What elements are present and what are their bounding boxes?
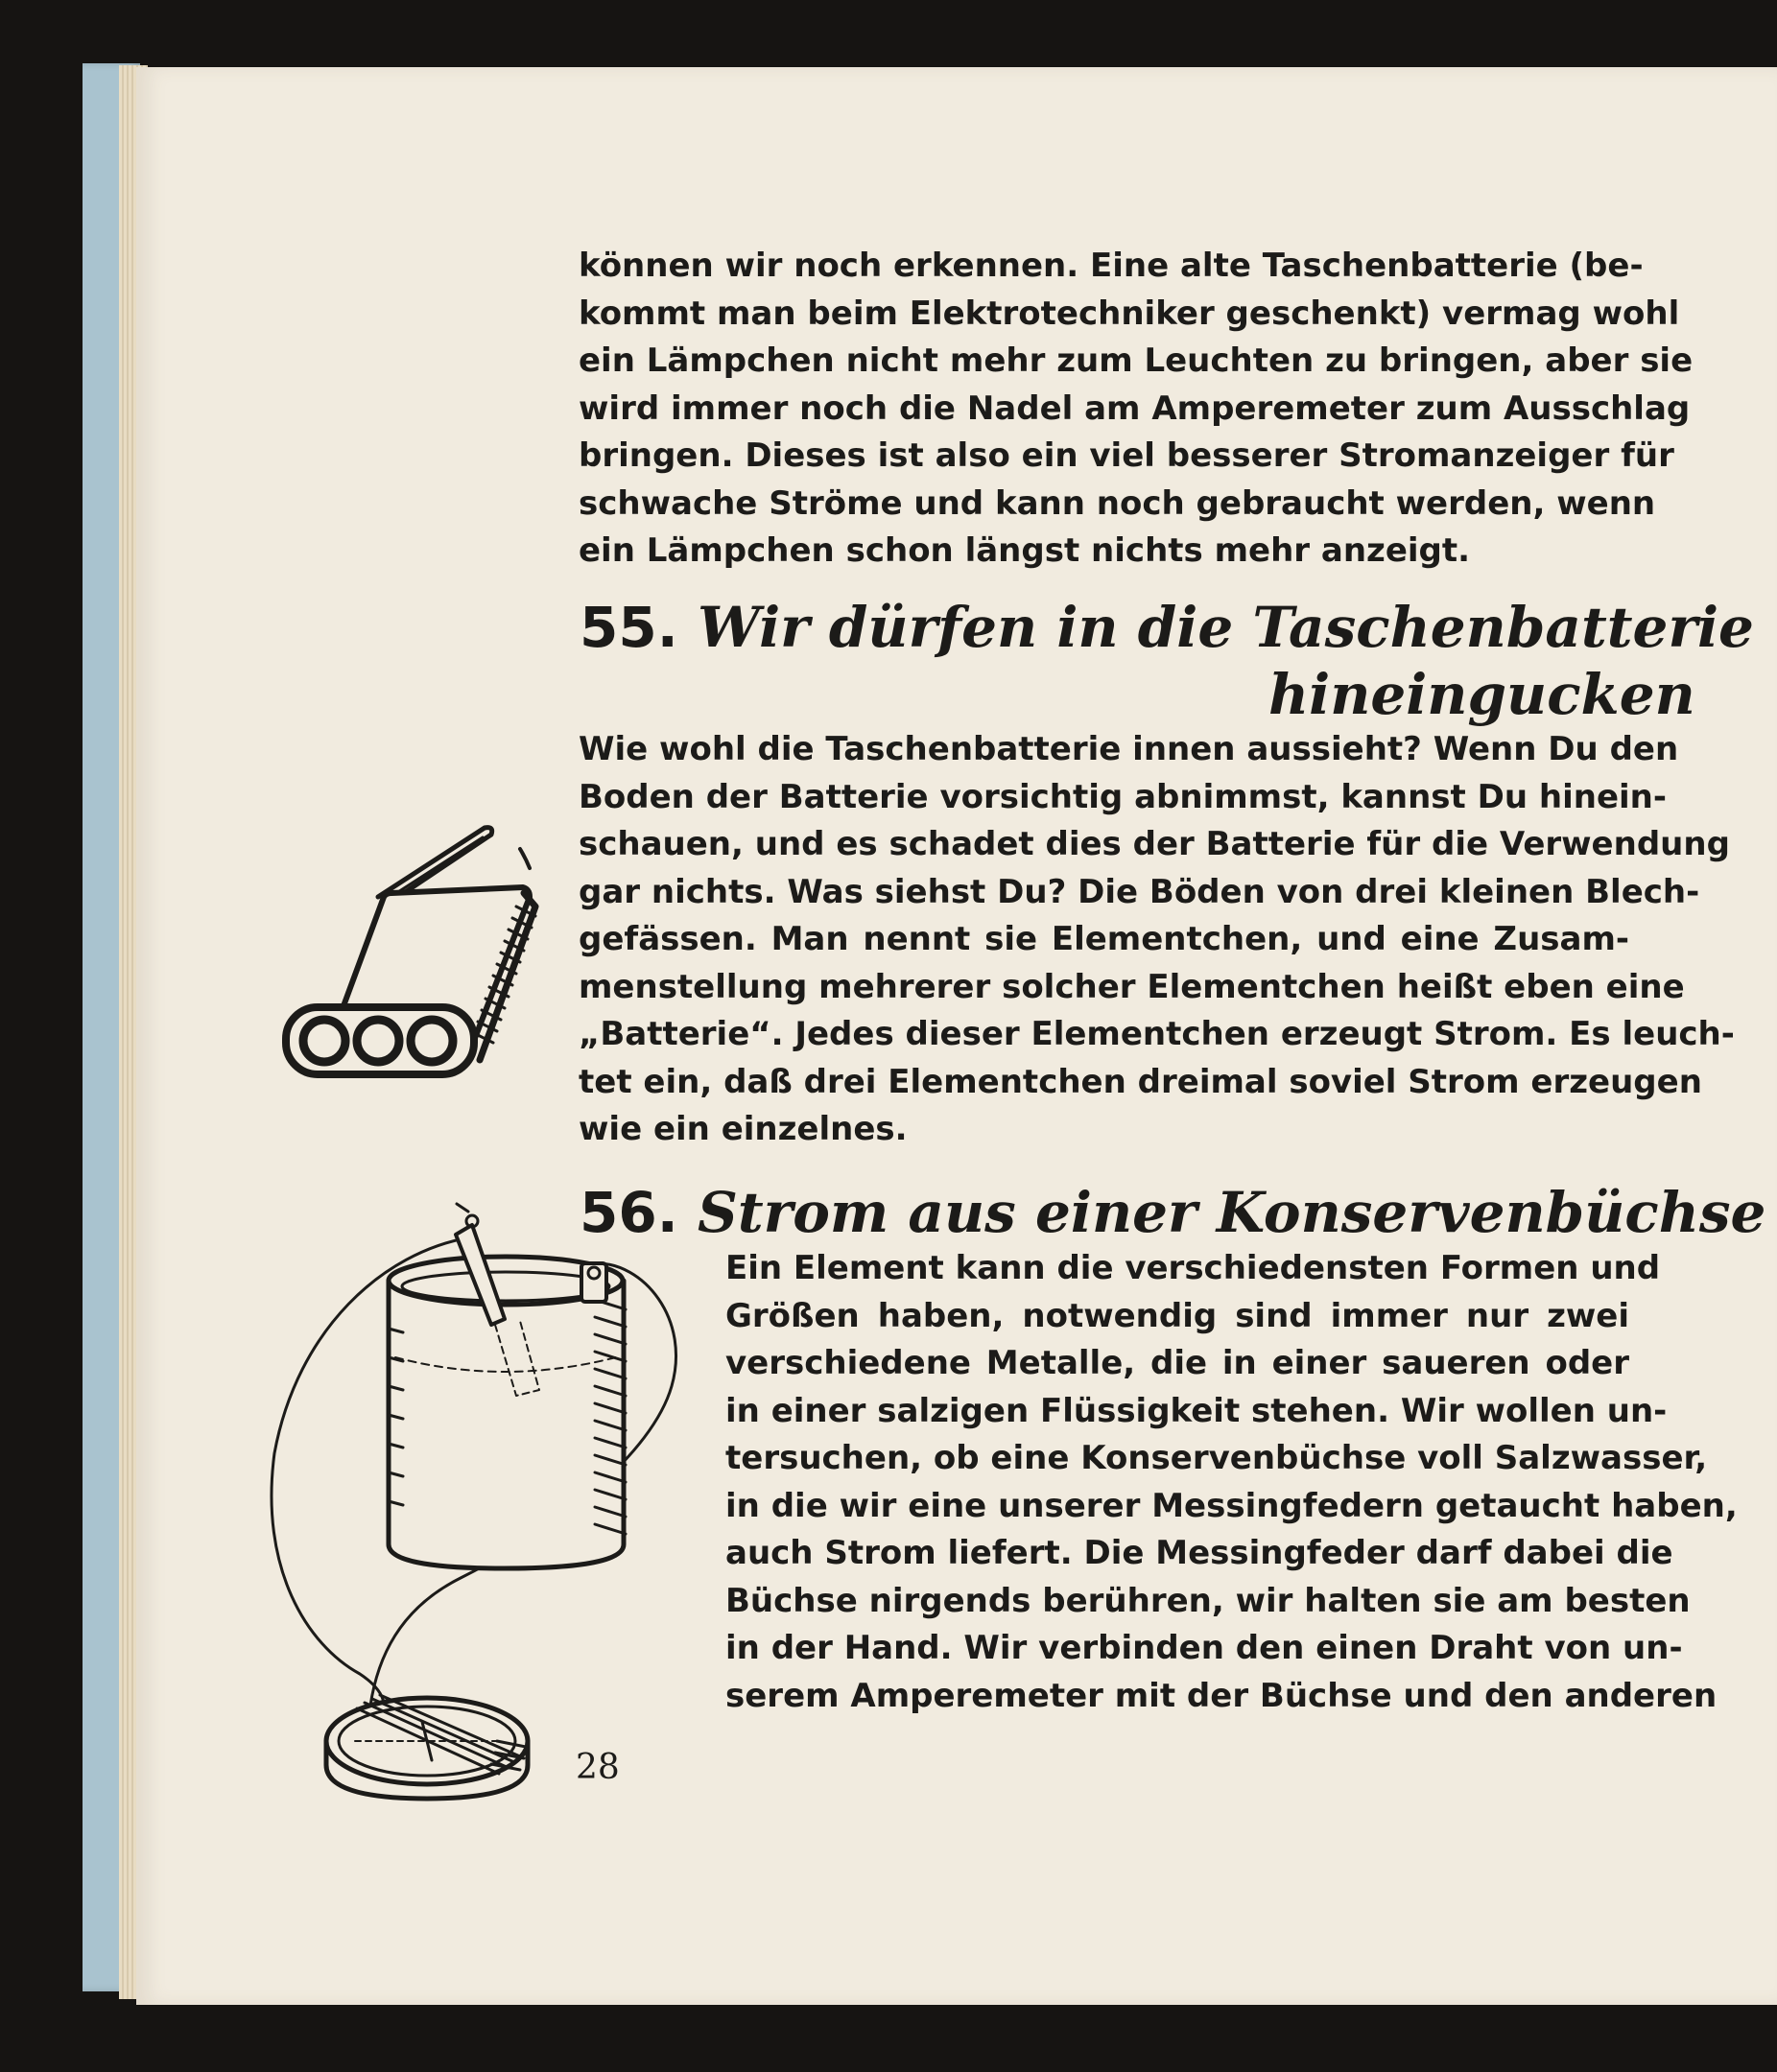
section-55-number: 55. [580,595,678,660]
text-line: tet ein, daß drei Elementchen dreimal soviel Strom erzeugen [579,1062,1702,1101]
section-56-title: Strom aus einer Konservenbüchse [697,1180,1766,1245]
text-line: tersuchen, ob eine Konservenbüchse voll Salzwasser, [725,1439,1708,1477]
text-line: menstellung mehrerer solcher Elementchen heißt eben eine [579,967,1685,1006]
text-line: gar nichts. Was siehst Du? Die Böden von drei kleinen Blech- [579,872,1700,911]
text-line: kommt man beim Elektrotechniker geschenkt) vermag wohl [579,294,1680,333]
text-line: Wie wohl die Taschenbatterie innen aussieht? Wenn Du den [579,730,1679,768]
text-line: wird immer noch die Nadel am Amperemeter zum Ausschlag [579,388,1691,428]
section-55-title-line2: hineingucken [1268,662,1695,727]
section-55-heading [580,597,1754,658]
text-line: schwache Ströme und kann noch gebraucht werden, wenn [579,483,1656,523]
section-56-heading [580,1182,1765,1243]
section-56-number: 56. [580,1180,678,1245]
text-line: verschiedene Metalle, die in einer saueren oder [725,1344,1629,1382]
text-line: gefässen. Man nennt sie Elementchen, und eine Zusam- [579,920,1629,958]
section-56-paragraph [725,1245,1738,1720]
section-55-title-line1: Wir dürfen in die Taschenbatterie [697,595,1754,660]
text-line: schauen, und es schadet dies der Batterie für die Verwendung [579,825,1730,863]
page-number: 28 [576,1748,620,1787]
text-line: wie ein einzelnes. [579,1110,908,1148]
text-line: serem Amperemeter mit der Büchse und den anderen [725,1676,1718,1715]
text-line: Büchse nirgends berühren, wir halten sie am besten [725,1581,1691,1620]
text-line: in die wir eine unserer Messingfedern getaucht haben, [725,1486,1738,1525]
text-line: können wir noch erkennen. Eine alte Taschenbatterie (be- [579,247,1644,285]
text-line: ein Lämpchen schon längst nichts mehr anzeigt. [579,531,1471,570]
text-line: bringen. Dieses ist also ein viel besserer Stromanzeiger für [579,436,1674,475]
section-55-heading-line2 [1268,664,1695,725]
tin-can-compass-illustration [269,1204,700,1818]
section-55-paragraph [579,726,1735,1154]
text-line: in einer salzigen Flüssigkeit stehen. Wir wollen un- [725,1391,1668,1430]
text-line: Ein Element kann die verschiedensten Formen und [725,1249,1661,1287]
intro-paragraph [579,243,1694,576]
text-line: Größen haben, notwendig sind immer nur zwei [725,1296,1629,1335]
text-line: ein Lämpchen nicht mehr zum Leuchten zu bringen, aber sie [579,341,1694,380]
flashlight-battery-illustration [278,820,547,1084]
text-line: auch Strom liefert. Die Messingfeder darf dabei die [725,1534,1673,1572]
text-line: in der Hand. Wir verbinden den einen Draht von un- [725,1629,1683,1667]
text-line: „Batterie“. Jedes dieser Elementchen erzeugt Strom. Es leuch- [579,1015,1735,1053]
text-line: Boden der Batterie vorsichtig abnimmst, kannst Du hinein- [579,777,1667,816]
